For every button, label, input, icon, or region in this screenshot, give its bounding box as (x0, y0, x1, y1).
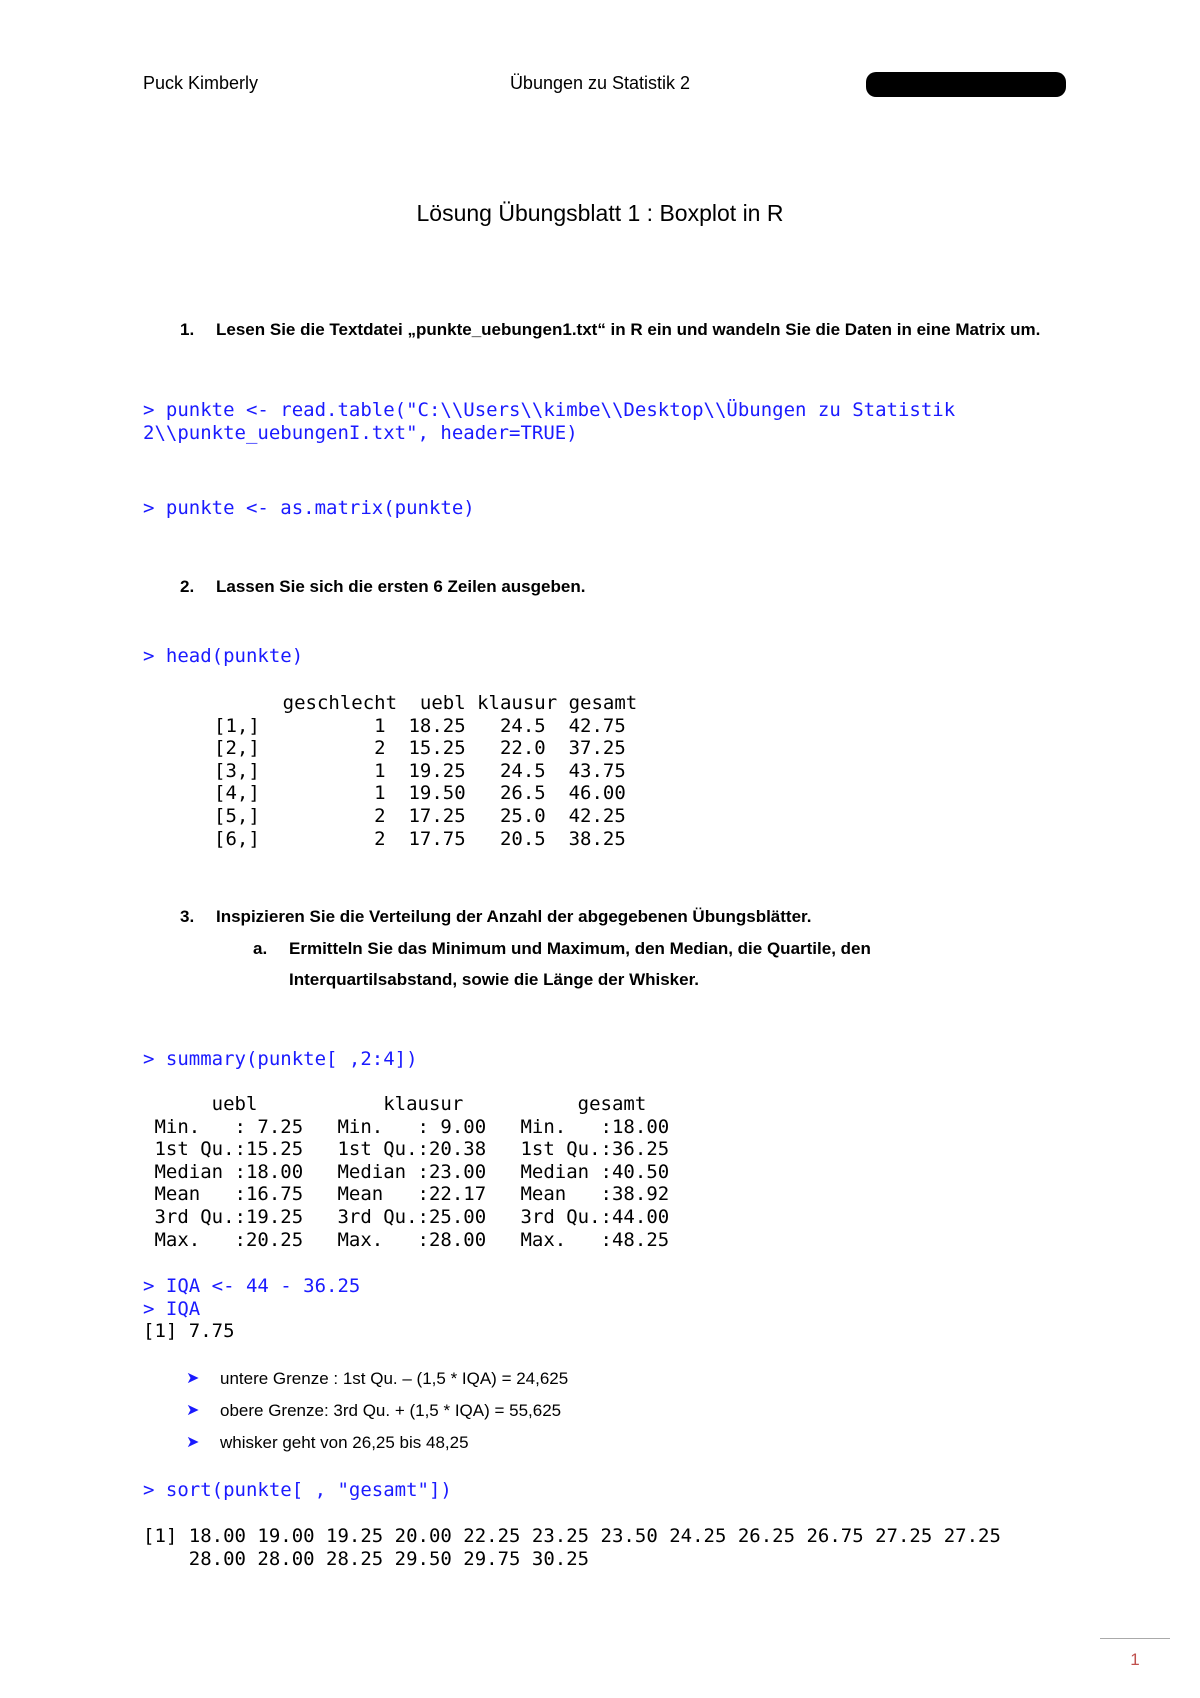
question-1-number: 1. (180, 320, 195, 339)
r-command-head: > head(punkte) (143, 645, 304, 667)
question-3a-text: Ermitteln Sie das Minimum und Maximum, den Median, die Quartile, den Interquartilsabstand, sowie die Länge der Whisker. (289, 939, 871, 989)
question-2-number: 2. (180, 577, 195, 596)
summary-output: uebl klausur gesamt Min. : 7.25 Min. : 9.00 Min. :18.00 1st Qu.:15.25 1st Qu.:20.38 1st Qu.:36.25 Median :18.00 Median :23.00 Median :40.50 Mean :16.75 Mean :22.17 Mean :38.92 3rd Qu.:19.25 3rd Qu.:25.00 3rd Qu.:44.00 Max. :20.25 Max. :28.00 Max. :48.25 (154, 1093, 670, 1251)
header-course: Übungen zu Statistik 2 (509, 73, 691, 93)
r-command-read-table: > punkte <- read.table("C:\\Users\\kimbe\\Desktop\\Übungen zu Statistik 2\\punkte_uebungenI.txt", header=TRUE) (143, 399, 956, 444)
question-2-text: Lassen Sie sich die ersten 6 Zeilen ausgeben. (216, 577, 586, 596)
question-3-number: 3. (180, 907, 195, 926)
arrow-bullet-icon: ➤ (186, 1370, 200, 1387)
header-redaction-bar (866, 72, 1066, 97)
arrow-bullet-icon: ➤ (186, 1434, 200, 1451)
r-command-summary: > summary(punkte[ ,2:4]) (143, 1048, 418, 1070)
question-3-text: Inspizieren Sie die Verteilung der Anzahl der abgegebenen Übungsblätter. (216, 907, 812, 926)
iqa-output: [1] 7.75 (143, 1320, 235, 1342)
r-command-sort: > sort(punkte[ , "gesamt"]) (143, 1479, 452, 1501)
footer-rule (1100, 1638, 1170, 1639)
header-author: Puck Kimberly (143, 73, 259, 93)
r-command-as-matrix: > punkte <- as.matrix(punkte) (143, 497, 475, 519)
bullet-text: whisker geht von 26,25 bis 48,25 (220, 1433, 469, 1452)
bullet-text: obere Grenze: 3rd Qu. + (1,5 * IQA) = 55,625 (220, 1401, 562, 1420)
question-1-text: Lesen Sie die Textdatei „punkte_uebungen1.txt“ in R ein und wandeln Sie die Daten in eine Matrix um. (216, 320, 1041, 339)
r-command-iqa: > IQA <- 44 - 36.25 > IQA (143, 1275, 361, 1320)
head-output: geschlecht uebl klausur gesamt [1,] 1 18.25 24.5 42.75 [2,] 2 15.25 22.0 37.25 [3,] 1 19.25 24.5 43.75 [4,] 1 19.50 26.5 46.00 [5,] 2 17.25 25.0 42.25 [6,] 2 17.75 20.5 38.25 (214, 692, 638, 850)
arrow-bullet-icon: ➤ (186, 1402, 200, 1419)
bullet-text: untere Grenze : 1st Qu. – (1,5 * IQA) = 24,625 (220, 1369, 569, 1388)
page-title: Lösung Übungsblatt 1 : Boxplot in R (416, 200, 784, 226)
sort-output: [1] 18.00 19.00 19.25 20.00 22.25 23.25 23.50 24.25 26.25 26.75 27.25 27.25 28.00 28.00 28.25 29.50 29.75 30.25 (143, 1525, 1001, 1570)
page-number: 1 (1130, 1650, 1140, 1669)
question-3a-number: a. (253, 939, 268, 958)
